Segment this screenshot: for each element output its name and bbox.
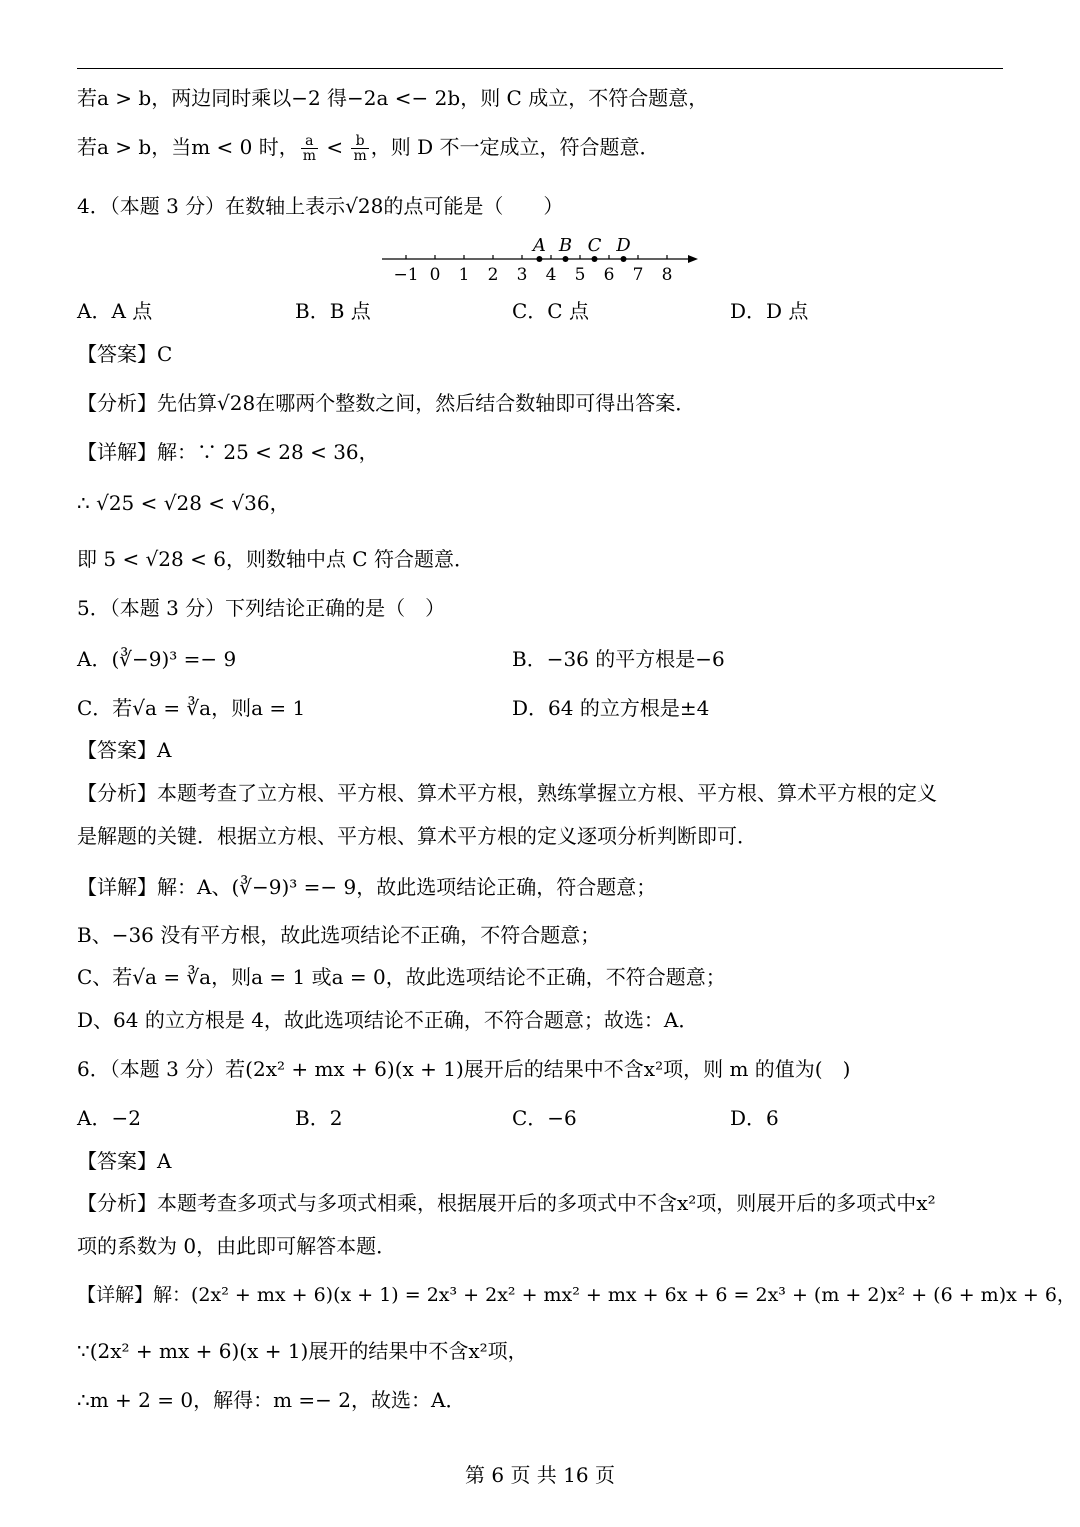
tick-label: 5 (574, 265, 586, 285)
q6-detail-1: 【详解】解：(2x² + mx + 6)(x + 1) = 2x³ + 2x² + mx² + mx + 6x + 6 = 2x³ + (m + 2)x² + (6 + m)x + 6， (77, 1284, 1076, 1306)
q5-analysis-2: 是解题的关键．根据立方根、平方根、算术平方根的定义逐项分析判断即可． (77, 824, 757, 848)
q4-detail-2: ∴ √25 < √28 < √36， (77, 491, 290, 515)
point-a (536, 256, 542, 262)
q6-option-a: A．−2 (77, 1106, 141, 1130)
tick-label: −1 (393, 265, 419, 285)
tick-label: 3 (516, 265, 528, 285)
q4-detail-1: 【详解】解：∵ 25 < 28 < 36， (77, 440, 379, 464)
q5-option-b: B．−36 的平方根是−6 (512, 647, 725, 671)
tick-label: 7 (632, 265, 644, 285)
q5-detail-2: B、−36 没有平方根，故此选项结论不正确，不符合题意； (77, 923, 601, 947)
tick-label: 2 (487, 265, 499, 285)
q4-option-a: A．A 点 (77, 299, 153, 323)
q4-answer: 【答案】C (77, 342, 173, 366)
point-label-c: C (587, 235, 602, 256)
text-line-1: 若a > b，两边同时乘以−2 得−2a <− 2b，则 C 成立，不符合题意， (77, 86, 709, 110)
q5-analysis-1: 【分析】本题考查了立方根、平方根、算术平方根，熟练掌握立方根、平方根、算术平方根的定义 (77, 781, 937, 805)
number-line (370, 228, 710, 288)
question-5-stem: 5．（本题 3 分）下列结论正确的是（ ） (77, 596, 446, 620)
q6-answer: 【答案】A (77, 1149, 172, 1173)
q6-analysis-2: 项的系数为 0，由此即可解答本题． (77, 1234, 397, 1258)
page-footer: 第 6 页 共 16 页 (465, 1463, 615, 1487)
question-6-stem: 6．（本题 3 分）若(2x² + mx + 6)(x + 1)展开后的结果中不含x²项，则 m 的值为( ) (77, 1057, 851, 1081)
tick-label: 6 (603, 265, 615, 285)
q5-detail-4: D、64 的立方根是 4，故此选项结论不正确，不符合题意；故选：A． (77, 1008, 699, 1032)
text-line-2: 若a > b，当m < 0 时， $\frac{a}{m}$ < $\frac{b}{m}$ ，则 D 不一定成立，符合题意． (77, 133, 660, 164)
fraction-a-over-m: $\frac{a}{m}$ (302, 133, 316, 164)
q6-detail-2: ∵(2x² + mx + 6)(x + 1)展开的结果中不含x²项， (77, 1339, 528, 1363)
point-label-d: D (616, 235, 631, 256)
q4-option-c: C．C 点 (512, 299, 589, 323)
point-label-b: B (558, 235, 573, 256)
q6-option-c: C．−6 (512, 1106, 577, 1130)
q4-detail-3: 即 5 < √28 < 6，则数轴中点 C 符合题意． (77, 547, 474, 571)
fraction-b-over-m: $\frac{b}{m}$ (353, 133, 367, 164)
tick-label: 0 (429, 265, 441, 285)
question-4-stem: 4．（本题 3 分）在数轴上表示√28的点可能是（ ） (77, 194, 564, 218)
tick-label: 8 (661, 265, 673, 285)
q6-option-d: D．6 (730, 1106, 779, 1130)
header-rule (77, 68, 1003, 69)
q4-analysis: 【分析】先估算√28在哪两个整数之间，然后结合数轴即可得出答案． (77, 391, 696, 415)
point-label-a: A (532, 235, 546, 256)
q6-detail-3: ∴m + 2 = 0，解得：m =− 2，故选：A． (77, 1388, 466, 1412)
q4-option-b: B．B 点 (295, 299, 371, 323)
q5-detail-1: 【详解】解：A、(∛−9)³ =− 9，故此选项结论正确，符合题意； (77, 875, 657, 899)
q5-option-d: D．64 的立方根是±4 (512, 696, 710, 720)
q6-option-b: B．2 (295, 1106, 343, 1130)
tick-label: 1 (458, 265, 470, 285)
q5-answer: 【答案】A (77, 738, 172, 762)
q5-option-a: A．(∛−9)³ =− 9 (77, 647, 237, 671)
q4-option-d: D．D 点 (730, 299, 809, 323)
point-d (621, 256, 627, 262)
q5-option-c: C．若√a = ∛a，则a = 1 (77, 696, 306, 720)
tick-label: 4 (545, 265, 557, 285)
point-b (563, 256, 569, 262)
q5-detail-3: C、若√a = ∛a，则a = 1 或a = 0，故此选项结论不正确，不符合题意； (77, 965, 726, 989)
point-c (592, 256, 598, 262)
q6-analysis-1: 【分析】本题考查多项式与多项式相乘，根据展开后的多项式中不含x²项，则展开后的多项式中x² (77, 1191, 936, 1215)
